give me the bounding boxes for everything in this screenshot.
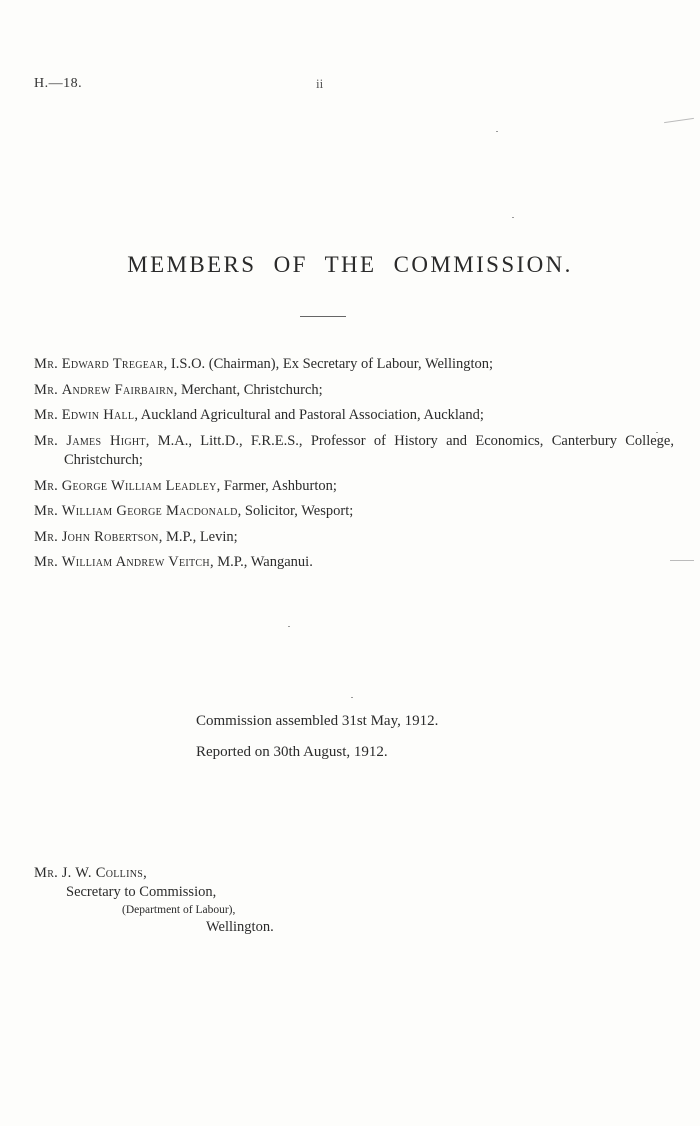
address-department: (Department of Labour),	[122, 904, 236, 916]
member-details: , M.A., Litt.D., F.R.E.S., Professor of History and Economics, Canterbury College, Christchurch;	[64, 432, 674, 468]
address-name: J. W. Collins	[61, 865, 144, 881]
member-name: Andrew Fairbairn	[61, 381, 174, 398]
member-prefix: Mr.	[34, 528, 59, 545]
member-name: Edward Tregear	[61, 356, 164, 372]
address-name-line	[34, 864, 274, 883]
member-prefix: Mr.	[34, 503, 59, 519]
page-number: ii	[316, 76, 324, 91]
member-entry	[34, 553, 674, 573]
address-name-suffix: ,	[143, 865, 147, 881]
member-prefix: Mr.	[34, 381, 59, 398]
margin-mark	[664, 118, 694, 123]
margin-mark	[670, 560, 694, 561]
member-details: , Farmer, Ashburton;	[216, 477, 337, 494]
member-details: , I.S.O. (Chairman), Ex Secretary of Labour, Wellington;	[163, 356, 494, 372]
member-prefix: Mr.	[34, 407, 59, 423]
member-details: , M.P., Levin;	[158, 528, 238, 545]
reported-date: Reported on 30th August, 1912.	[196, 744, 388, 760]
title-rule	[300, 316, 346, 317]
page-reference: H.—18.	[34, 76, 83, 91]
address-city: Wellington.	[206, 919, 274, 935]
member-entry	[34, 528, 674, 548]
member-name: William Andrew Veitch	[61, 554, 210, 570]
member-name: James Hight	[66, 432, 146, 449]
member-details: , Solicitor, Wesport;	[237, 503, 354, 519]
member-entry	[34, 502, 674, 522]
member-entry	[34, 432, 674, 471]
member-entry	[34, 381, 674, 401]
page-title: MEMBERS OF THE COMMISSION.	[127, 252, 573, 277]
member-name: George William Leadley	[61, 477, 217, 494]
scan-speck	[288, 626, 290, 627]
address-block	[34, 864, 274, 937]
member-entry	[34, 477, 674, 497]
assembled-date: Commission assembled 31st May, 1912.	[196, 713, 439, 729]
member-list	[34, 355, 674, 579]
scan-speck	[496, 131, 498, 132]
member-name: John Robertson	[61, 528, 159, 545]
scan-speck	[512, 217, 514, 218]
member-details: , Auckland Agricultural and Pastoral Association, Auckland;	[134, 407, 484, 423]
commission-dates	[196, 712, 438, 774]
member-name: Edwin Hall	[61, 407, 135, 423]
member-details: , Merchant, Christchurch;	[173, 381, 323, 398]
scan-speck	[351, 697, 353, 698]
member-prefix: Mr.	[34, 477, 59, 494]
scan-speck	[656, 432, 658, 433]
member-prefix: Mr.	[34, 356, 59, 372]
member-entry	[34, 406, 674, 426]
member-entry	[34, 355, 674, 375]
member-prefix: Mr.	[34, 554, 59, 570]
member-prefix: Mr.	[34, 432, 59, 449]
member-details: , M.P., Wanganui.	[209, 554, 313, 570]
address-prefix: Mr.	[34, 865, 59, 881]
member-name: William George Macdonald	[61, 503, 238, 519]
address-role: Secretary to Commission,	[66, 884, 217, 900]
